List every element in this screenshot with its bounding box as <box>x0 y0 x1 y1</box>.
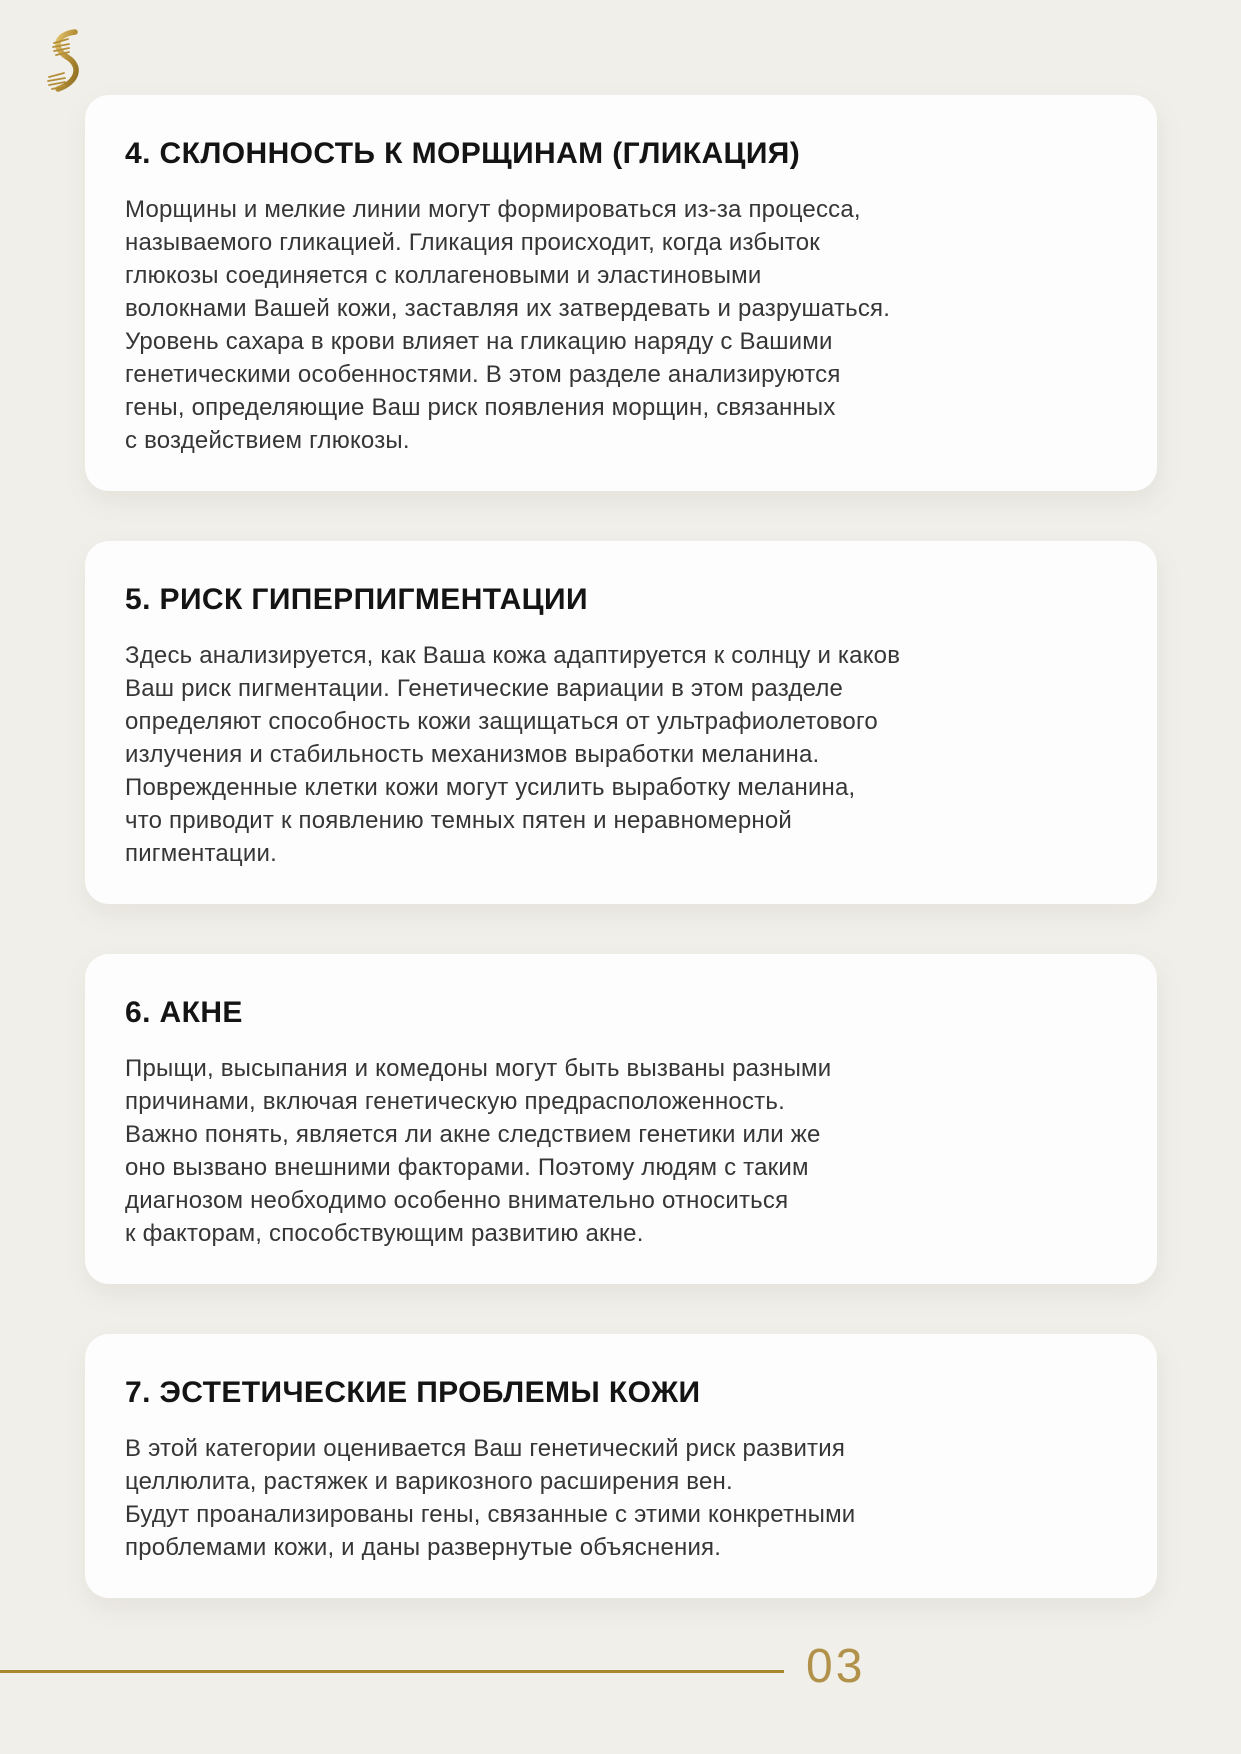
footer-divider-line <box>0 1670 784 1673</box>
section-paragraph-line: оно вызвано внешними факторами. Поэтому людям с таким <box>125 1154 809 1181</box>
section-body <box>125 193 1115 457</box>
section-title: 5. РИСК ГИПЕРПИГМЕНТАЦИИ <box>125 583 588 616</box>
sections-container <box>85 95 1157 1648</box>
section-paragraph-line: гены, определяющие Ваш риск появления морщин, связанных <box>125 394 836 421</box>
section-paragraph-line: пигментации. <box>125 840 277 867</box>
section-paragraph-line: называемого гликацией. Гликация происходит, когда избыток <box>125 229 821 256</box>
page-number: 03 <box>806 1640 866 1693</box>
section-card <box>85 541 1157 904</box>
section-paragraph-line: Морщины и мелкие линии могут формироваться из-за процесса, <box>125 196 861 223</box>
section-paragraph-line: Здесь анализируется, как Ваша кожа адаптируется к солнцу и каков <box>125 642 901 669</box>
section-title: 4. СКЛОННОСТЬ К МОРЩИНАМ (ГЛИКАЦИЯ) <box>125 137 801 170</box>
section-card <box>85 954 1157 1284</box>
section-paragraph-line: генетическими особенностями. В этом разделе анализируются <box>125 361 841 388</box>
section-body <box>125 1052 1115 1250</box>
section-paragraph-line: глюкозы соединяется с коллагеновыми и эластиновыми <box>125 262 762 289</box>
section-paragraph-line: целлюлита, растяжек и варикозного расширения вен. <box>125 1468 733 1495</box>
section-paragraph-line: Будут проанализированы гены, связанные с этими конкретными <box>125 1501 856 1528</box>
section-paragraph-line: проблемами кожи, и даны развернутые объяснения. <box>125 1534 722 1561</box>
section-paragraph-line: определяют способность кожи защищаться от ультрафиолетового <box>125 708 878 735</box>
section-card <box>85 95 1157 491</box>
section-card <box>85 1334 1157 1598</box>
section-paragraph-line: Прыщи, высыпания и комедоны могут быть вызваны разными <box>125 1055 832 1082</box>
section-body <box>125 639 1115 870</box>
section-paragraph-line: В этой категории оценивается Ваш генетический риск развития <box>125 1435 846 1462</box>
section-paragraph-line: волокнами Вашей кожи, заставляя их затвердевать и разрушаться. <box>125 295 891 322</box>
section-paragraph-line: причинами, включая генетическую предрасположенность. <box>125 1088 785 1115</box>
section-paragraph-line: Ваш риск пигментации. Генетические вариации в этом разделе <box>125 675 844 702</box>
section-body <box>125 1432 1115 1564</box>
section-paragraph-line: диагнозом необходимо особенно внимательно относиться <box>125 1187 789 1214</box>
section-paragraph-line: Уровень сахара в крови влияет на гликацию наряду с Вашими <box>125 328 833 355</box>
section-paragraph-line: что приводит к появлению темных пятен и неравномерной <box>125 807 793 834</box>
section-paragraph-line: Поврежденные клетки кожи могут усилить выработку меланина, <box>125 774 856 801</box>
section-title: 6. АКНЕ <box>125 996 243 1029</box>
section-paragraph-line: к факторам, способствующим развитию акне. <box>125 1220 644 1247</box>
section-paragraph-line: Важно понять, является ли акне следствием генетики или же <box>125 1121 821 1148</box>
section-paragraph-line: с воздействием глюкозы. <box>125 427 410 454</box>
section-paragraph-line: излучения и стабильность механизмов выработки меланина. <box>125 741 820 768</box>
section-title: 7. ЭСТЕТИЧЕСКИЕ ПРОБЛЕМЫ КОЖИ <box>125 1376 701 1409</box>
dna-helix-logo-icon <box>42 26 90 96</box>
